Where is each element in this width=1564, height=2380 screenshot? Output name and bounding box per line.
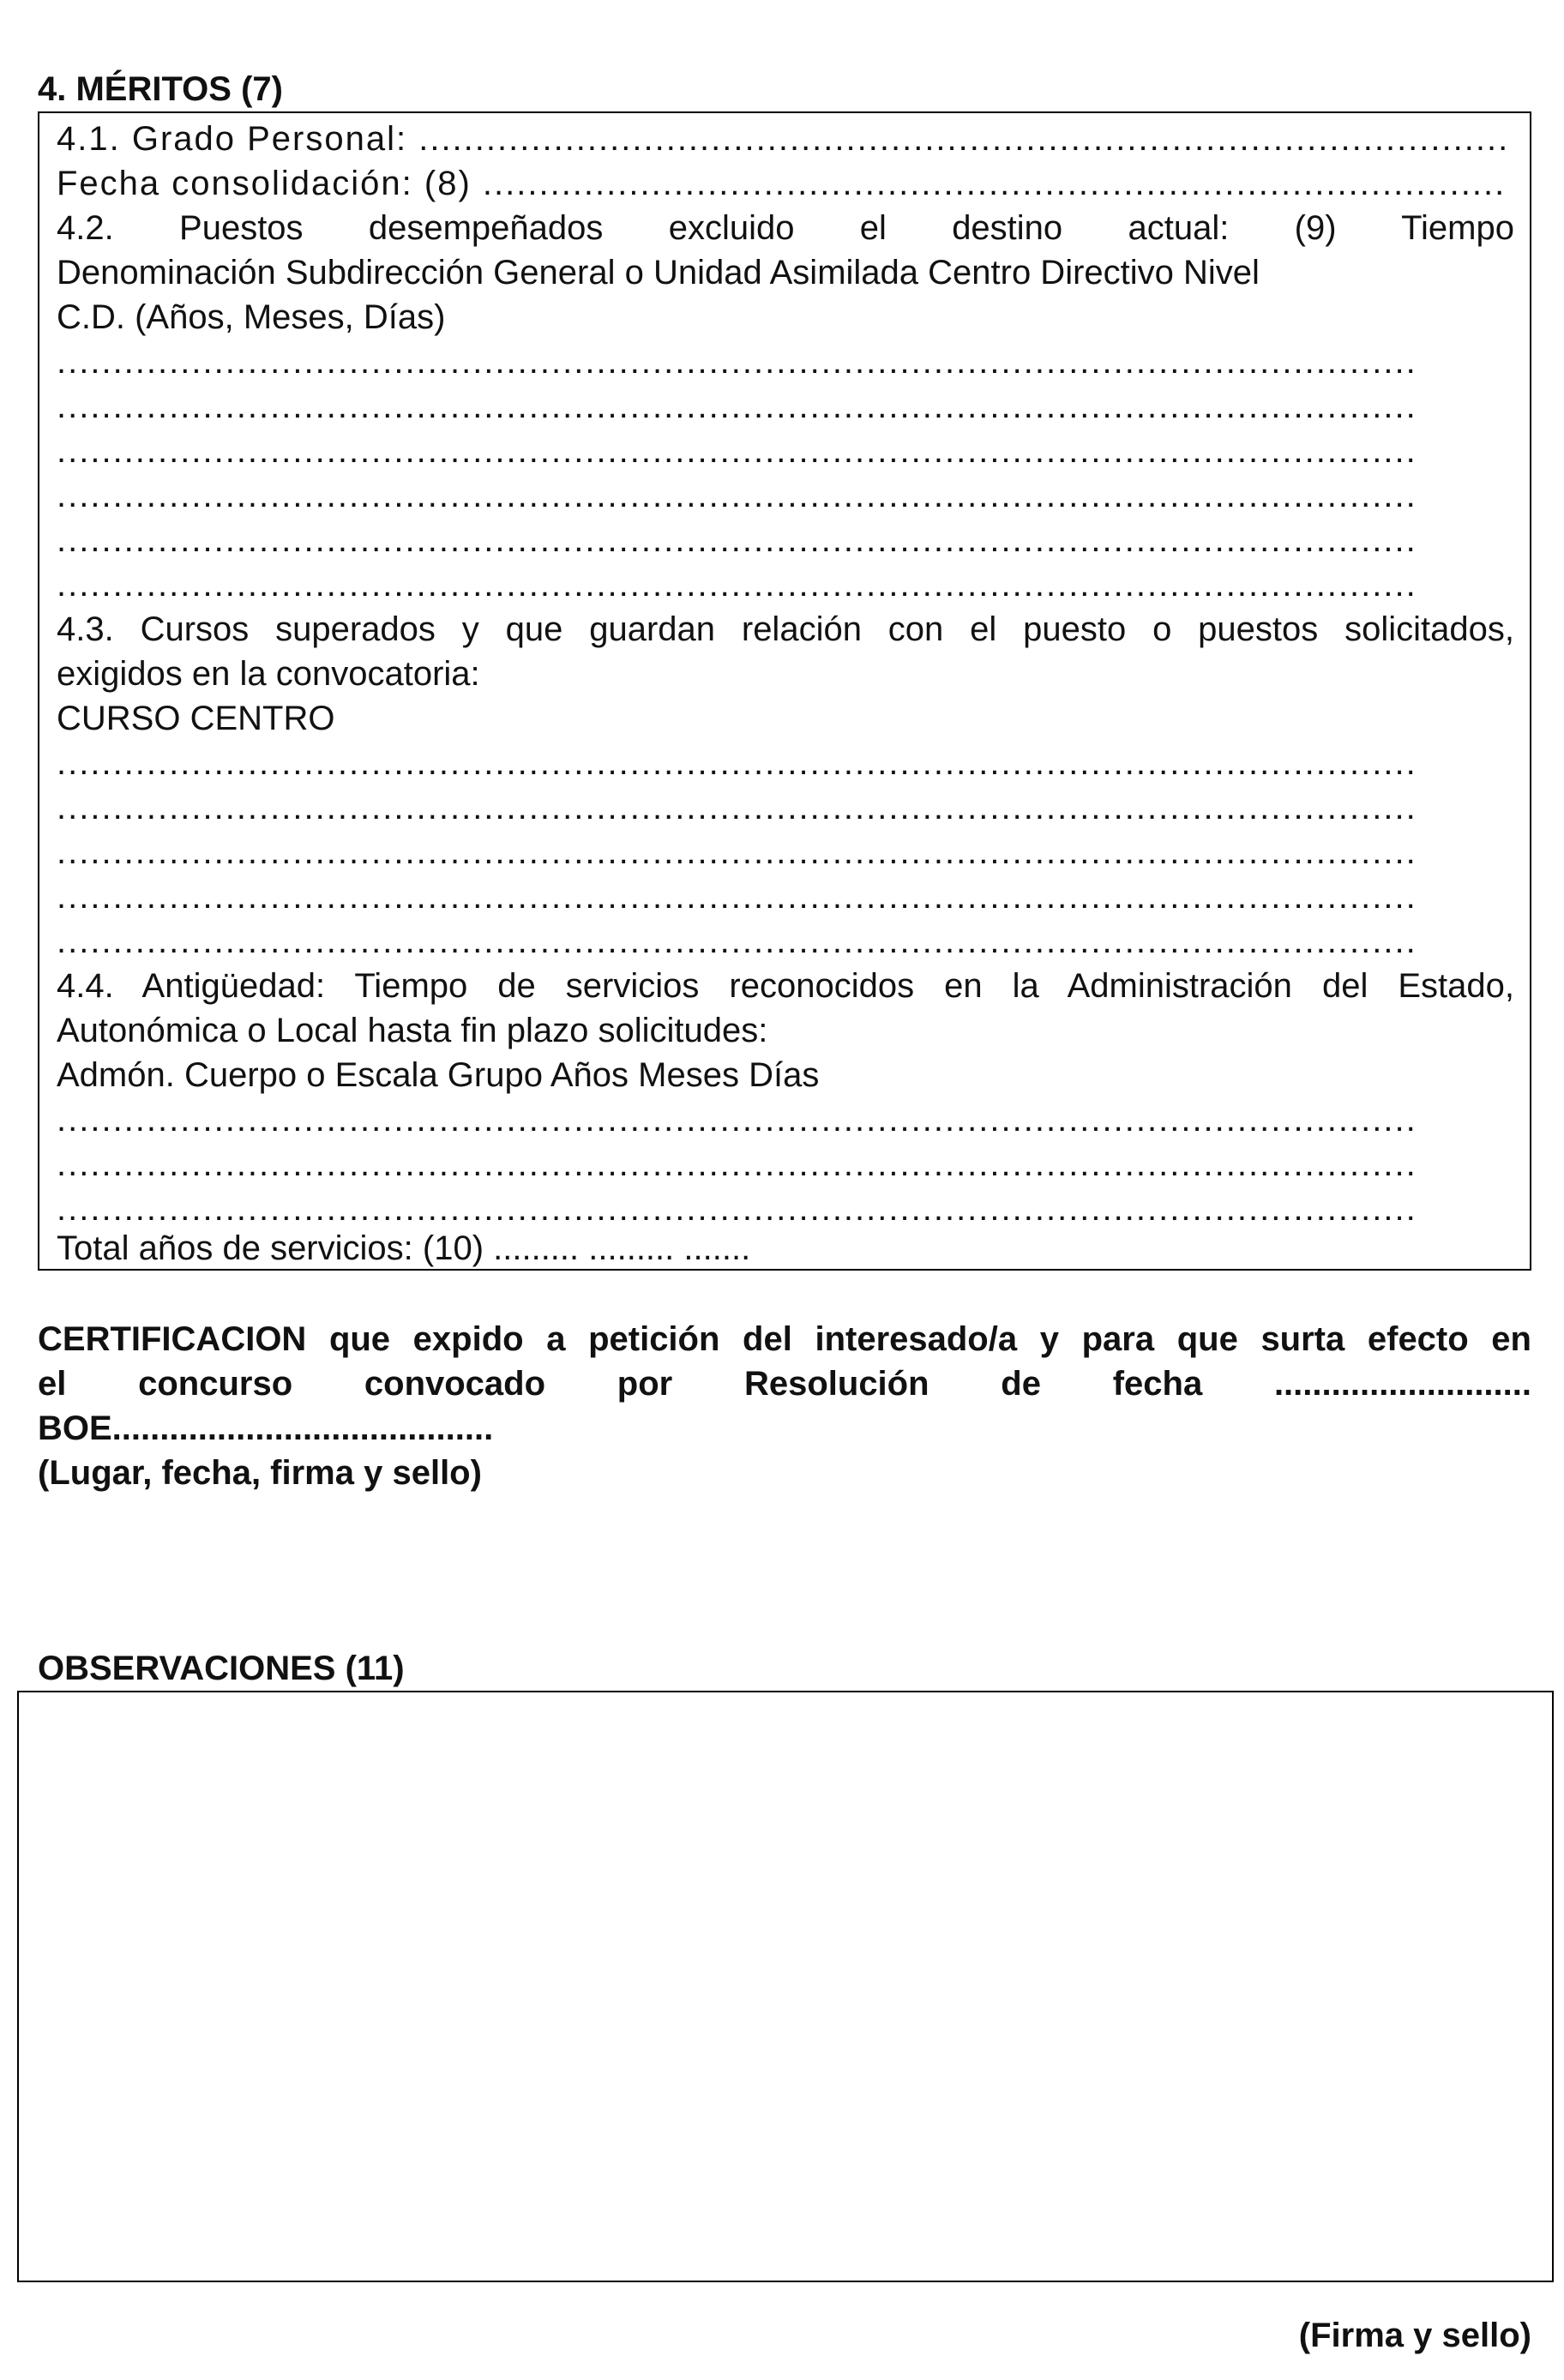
- puestos-dotted-line: .........................................................................................................................: [57, 477, 1417, 514]
- antiguedad-heading-line-1: 4.4. Antigüedad: Tiempo de servicios reconocidos en la Administración del Estado,: [57, 967, 1514, 1005]
- cursos-dotted-line: .........................................................................................................................: [57, 878, 1417, 916]
- cursos-heading-line-2: exigidos en la convocatoria:: [57, 655, 480, 693]
- antiguedad-dotted-line: .........................................................................................................................: [57, 1190, 1417, 1228]
- puestos-heading-line-1: 4.2. Puestos desempeñados excluido el destino actual: (9) Tiempo: [57, 209, 1514, 247]
- certificacion-line-3: BOE........................................: [38, 1409, 494, 1447]
- observaciones-heading: OBSERVACIONES (11): [38, 1650, 405, 1687]
- cursos-heading-line-1: 4.3. Cursos superados y que guardan relación con el puesto o puestos solicitados,: [57, 610, 1514, 648]
- certificacion-signature-note: (Lugar, fecha, firma y sello): [38, 1454, 482, 1492]
- puestos-heading-line-3: C.D. (Años, Meses, Días): [57, 298, 446, 336]
- cursos-dotted-line: .........................................................................................................................: [57, 744, 1417, 782]
- puestos-heading-line-2: Denominación Subdirección General o Unidad Asimilada Centro Directivo Nivel: [57, 254, 1260, 291]
- certificacion-line-1: CERTIFICACION que expido a petición del interesado/a y para que surta efecto en: [38, 1320, 1531, 1358]
- cursos-dotted-line: .........................................................................................................................: [57, 923, 1417, 960]
- puestos-dotted-line: .........................................................................................................................: [57, 521, 1417, 559]
- cursos-dotted-line: .........................................................................................................................: [57, 789, 1417, 826]
- meritos-box: [38, 111, 1531, 1271]
- puestos-dotted-line: .........................................................................................................................: [57, 566, 1417, 604]
- puestos-dotted-line: .........................................................................................................................: [57, 343, 1417, 381]
- certificacion-line-2: el concurso convocado por Resolución de fecha ...........................: [38, 1365, 1531, 1403]
- puestos-dotted-line: .........................................................................................................................: [57, 432, 1417, 470]
- meritos-heading: 4. MÉRITOS (7): [38, 70, 283, 108]
- observaciones-box[interactable]: [17, 1691, 1554, 2282]
- antiguedad-dotted-line: .........................................................................................................................: [57, 1101, 1417, 1139]
- cursos-column-header: CURSO CENTRO: [57, 700, 335, 737]
- antiguedad-dotted-line: .........................................................................................................................: [57, 1145, 1417, 1183]
- grado-personal-line: 4.1. Grado Personal: .................................................................................................: [57, 120, 1510, 158]
- puestos-dotted-line: .........................................................................................................................: [57, 388, 1417, 425]
- cursos-dotted-line: .........................................................................................................................: [57, 833, 1417, 871]
- antiguedad-column-header: Admón. Cuerpo o Escala Grupo Años Meses Días: [57, 1056, 820, 1094]
- firma-sello-label: (Firma y sello): [1298, 2317, 1531, 2354]
- antiguedad-heading-line-2: Autonómica o Local hasta fin plazo solicitudes:: [57, 1012, 768, 1049]
- total-servicios-line: Total años de servicios: (10) ......... ......... .......: [57, 1229, 751, 1267]
- fecha-consolidacion-line: Fecha consolidación: (8) ...........................................................................................: [57, 165, 1507, 202]
